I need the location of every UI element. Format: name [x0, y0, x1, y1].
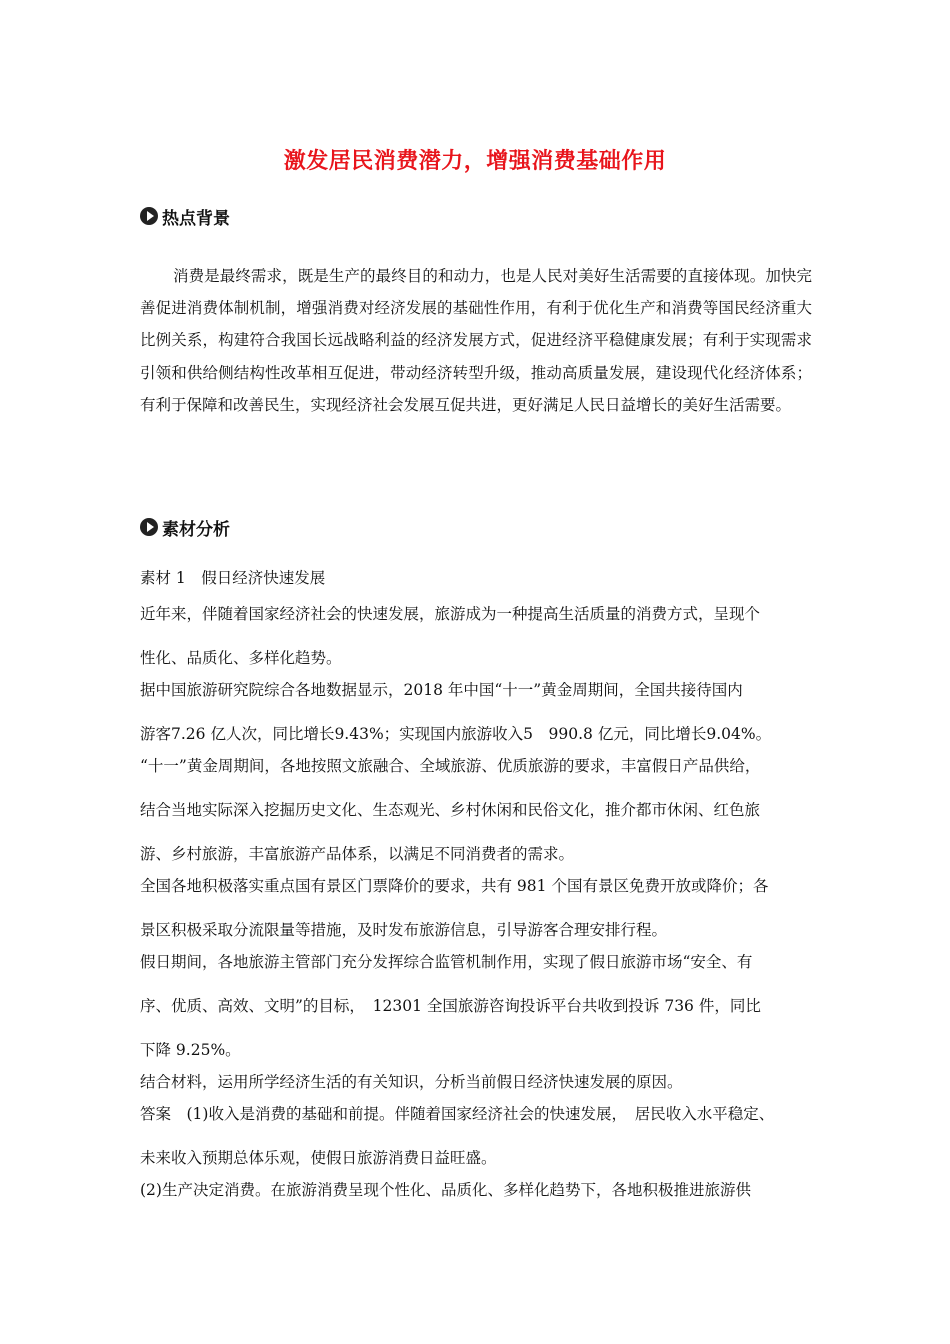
text-line: 未来收入预期总体乐观，使假日旅游消费日益旺盛。 [140, 1149, 497, 1167]
text-line: 全国各地积极落实重点国有景区门票降价的要求，共有 981 个国有景区免费开放或降价；各 [140, 877, 769, 895]
text-line: 性化、品质化、多样化趋势。 [140, 649, 342, 667]
section-heading-label: 热点背景 [162, 208, 230, 229]
material-paragraph-4 [140, 874, 816, 942]
material-label: 素材 1 假日经济快速发展 [140, 569, 326, 587]
text-line: 假日期间，各地旅游主管部门充分发挥综合监管机制作用，实现了假日旅游市场“安全、有 [140, 953, 753, 971]
text-line: “十一”黄金周期间，各地按照文旅融合、全域旅游、优质旅游的要求，丰富假日产品供给， [140, 757, 761, 775]
text-line: 近年来，伴随着国家经济社会的快速发展，旅游成为一种提高生活质量的消费方式，呈现个 [140, 605, 761, 623]
text-line: 下降 9.25%。 [140, 1041, 241, 1059]
answer-paragraph-1 [140, 1102, 816, 1170]
text-line: 景区积极采取分流限量等措施，及时发布旅游信息，引导游客合理安排行程。 [140, 921, 668, 939]
background-paragraph: 消费是最终需求，既是生产的最终目的和动力，也是人民对美好生活需要的直接体现。加快完善促进消费体制机制，增强消费对经济发展的基础性作用，有利于优化生产和消费等国民经济重大比例关系，构建符合我国长远战略利益的经济发展方式，促进经济平稳健康发展；有利于实现需求引领和供给侧结构性改革相互促进，带动经济转型升级，推动高质量发展，建设现代化经济体系；有利于保障和改善民生，实现经济社会发展互促共进，更好满足人民日益增长的美好生活需要。 [140, 267, 812, 414]
question-text: 结合材料，运用所学经济生活的有关知识，分析当前假日经济快速发展的原因。 [140, 1073, 683, 1091]
text-line: 结合当地实际深入挖掘历史文化、生态观光、乡村休闲和民俗文化，推介都市休闲、红色旅 [140, 801, 761, 819]
text-line: 序、优质、高效、文明”的目标， 12301 全国旅游咨询投诉平台共收到投诉 736 件，同比 [140, 997, 761, 1015]
material-paragraph-3 [140, 754, 816, 866]
play-circle-icon [140, 207, 158, 225]
text-line: 据中国旅游研究院综合各地数据显示，2018 年中国“十一”黄金周期间，全国共接待国内 [140, 681, 743, 699]
text-line: 游客7.26 亿人次，同比增长9.43%；实现国内旅游收入5 990.8 亿元，同比增长9.04%。 [140, 725, 772, 743]
page-title: 激发居民消费潜力，增强消费基础作用 [283, 149, 667, 174]
play-circle-icon [140, 518, 158, 536]
text-line: (2)生产决定消费。在旅游消费呈现个性化、品质化、多样化趋势下，各地积极推进旅游供 [140, 1181, 751, 1199]
section-heading-background [140, 204, 230, 228]
material-paragraph-2 [140, 678, 816, 746]
section-heading-label: 素材分析 [162, 519, 230, 540]
text-line: 游、乡村旅游，丰富旅游产品体系，以满足不同消费者的需求。 [140, 845, 575, 863]
answer-paragraph-2 [140, 1178, 816, 1202]
material-paragraph-1 [140, 602, 816, 670]
material-paragraph-5 [140, 950, 816, 1062]
section-heading-analysis [140, 515, 230, 539]
text-line: 答案 (1)收入是消费的基础和前提。伴随着国家经济社会的快速发展， 居民收入水平稳定、 [140, 1105, 775, 1123]
